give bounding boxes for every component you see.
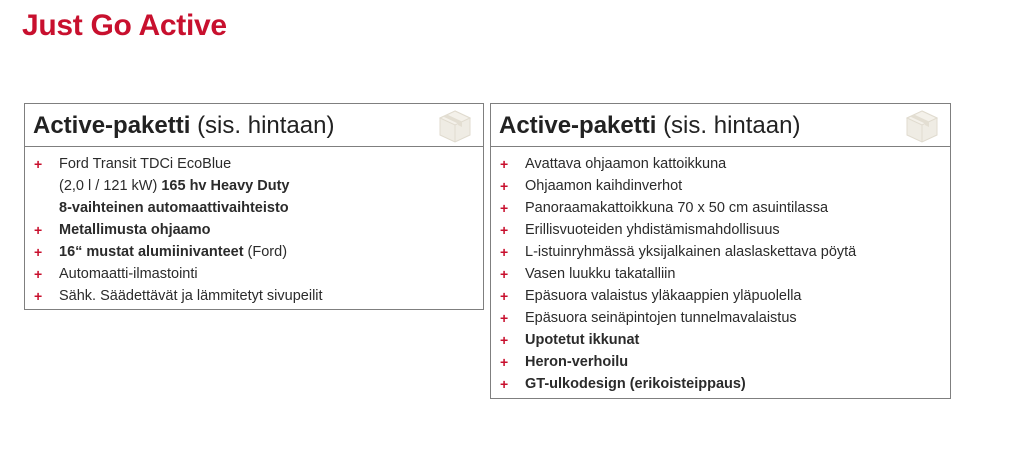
plus-bullet-icon: + (500, 244, 509, 260)
plus-bullet-icon: + (500, 288, 509, 304)
feature-text-strong: 16“ mustat alumiinivanteet (59, 244, 244, 260)
feature-text: (Ford) (243, 244, 288, 260)
list-item (491, 219, 950, 241)
list-item (491, 197, 950, 219)
plus-bullet-icon: + (34, 222, 43, 238)
list-item (491, 285, 950, 307)
list-item (491, 241, 950, 263)
list-item-continuation (25, 175, 483, 197)
plus-bullet-icon: + (500, 156, 509, 172)
plus-bullet-icon: + (500, 354, 509, 370)
feature-text-strong: 165 hv Heavy Duty (161, 178, 290, 194)
list-item (25, 241, 483, 263)
plus-bullet-icon: + (34, 266, 43, 282)
plus-bullet-icon: + (500, 376, 509, 392)
feature-text-strong: 8-vaihteinen automaattivaihteisto (59, 200, 289, 216)
package-title (33, 110, 334, 142)
list-item (25, 263, 483, 285)
active-package-box-vehicle (24, 103, 484, 310)
plus-bullet-icon: + (500, 266, 509, 282)
feature-text: Epäsuora valaistus yläkaappien yläpuolella (525, 288, 802, 304)
plus-bullet-icon: + (500, 178, 509, 194)
active-package-box-interior (490, 103, 951, 399)
feature-text-strong: Metallimusta ohjaamo (59, 222, 211, 238)
feature-list (491, 147, 950, 395)
plus-bullet-icon: + (500, 200, 509, 216)
list-item (491, 329, 950, 351)
feature-text: Erillisvuoteiden yhdistämismahdollisuus (525, 222, 780, 238)
feature-text: (2,0 l / 121 kW) (59, 178, 162, 194)
feature-text: Automaatti-ilmastointi (59, 266, 198, 282)
plus-bullet-icon: + (500, 332, 509, 348)
plus-bullet-icon: + (500, 222, 509, 238)
plus-bullet-icon: + (500, 310, 509, 326)
package-box-icon (904, 108, 940, 144)
list-item (25, 219, 483, 241)
list-item (491, 153, 950, 175)
feature-text: Sähk. Säädettävät ja lämmitetyt sivupeilit (59, 288, 323, 304)
feature-text: Avattava ohjaamon kattoikkuna (525, 156, 727, 172)
feature-text-strong: Upotetut ikkunat (525, 332, 640, 348)
list-item (25, 285, 483, 307)
feature-text-strong: GT-ulkodesign (erikoisteippaus) (525, 376, 746, 392)
page-title: Just Go Active (22, 9, 227, 42)
feature-text: Ford Transit TDCi EcoBlue (59, 156, 232, 172)
plus-bullet-icon: + (34, 244, 43, 260)
feature-text-strong: Heron-verhoilu (525, 354, 629, 370)
feature-text: Panoraamakattoikkuna 70 x 50 cm asuintilassa (525, 200, 829, 216)
package-title-note: (sis. hintaan) (197, 112, 335, 139)
feature-text: Vasen luukku takatalliin (525, 266, 676, 282)
package-title-note: (sis. hintaan) (663, 112, 801, 139)
package-header (491, 104, 950, 147)
list-item (25, 153, 483, 175)
list-item-continuation (25, 197, 483, 219)
package-box-icon (437, 108, 473, 144)
list-item (491, 373, 950, 395)
package-title-strong: Active-paketti (33, 112, 191, 139)
feature-text: Epäsuora seinäpintojen tunnelmavalaistus (525, 310, 797, 326)
list-item (491, 351, 950, 373)
feature-list (25, 147, 483, 307)
list-item (491, 175, 950, 197)
plus-bullet-icon: + (34, 156, 43, 172)
feature-text: L-istuinryhmässä yksijalkainen alaslaskettava pöytä (525, 244, 857, 260)
package-header (25, 104, 483, 147)
list-item (491, 307, 950, 329)
package-title (499, 110, 800, 142)
plus-bullet-icon: + (34, 288, 43, 304)
package-title-strong: Active-paketti (499, 112, 657, 139)
feature-text: Ohjaamon kaihdinverhot (525, 178, 683, 194)
list-item (491, 263, 950, 285)
